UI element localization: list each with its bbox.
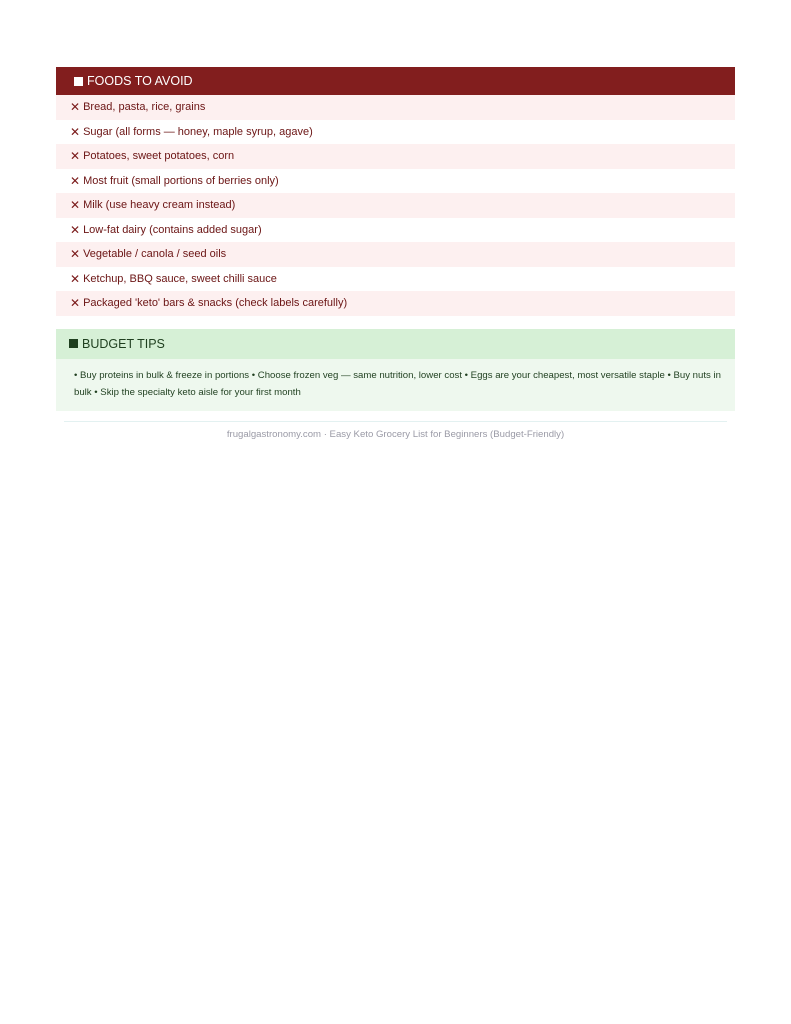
avoid-list-item [56, 267, 735, 292]
avoid-list-item [56, 218, 735, 243]
cross-icon: ✕ [70, 198, 81, 213]
cross-icon: ✕ [70, 271, 81, 286]
avoid-item-label: Most fruit (small portions of berries only) [83, 174, 279, 187]
square-bullet-icon [69, 339, 78, 348]
avoid-item-label: Packaged 'keto' bars & snacks (check labels carefully) [83, 297, 348, 310]
avoid-item-label: Bread, pasta, rice, grains [83, 101, 206, 114]
avoid-list-item [56, 95, 735, 120]
avoid-list-item [56, 193, 735, 218]
avoid-list-item [56, 120, 735, 145]
budget-tips-header [56, 329, 735, 359]
cross-icon: ✕ [70, 100, 81, 115]
cross-icon: ✕ [70, 222, 81, 237]
avoid-list-item [56, 169, 735, 194]
budget-tips-section [56, 329, 735, 411]
avoid-item-label: Milk (use heavy cream instead) [83, 199, 236, 212]
cross-icon: ✕ [70, 247, 81, 262]
avoid-item-label: Potatoes, sweet potatoes, corn [83, 150, 235, 163]
avoid-item-label: Ketchup, BBQ sauce, sweet chilli sauce [83, 272, 277, 285]
budget-tips-title: BUDGET TIPS [82, 336, 165, 351]
cross-icon: ✕ [70, 149, 81, 164]
cross-icon: ✕ [70, 124, 81, 139]
avoid-item-label: Sugar (all forms — honey, maple syrup, agave) [83, 125, 313, 138]
footer-divider [64, 421, 727, 422]
avoid-item-label: Low-fat dairy (contains added sugar) [83, 223, 262, 236]
foods-to-avoid-list [56, 95, 735, 316]
avoid-list-item [56, 242, 735, 267]
content-column [56, 67, 735, 411]
foods-to-avoid-section [56, 67, 735, 316]
foods-to-avoid-header [56, 67, 735, 95]
avoid-item-label: Vegetable / canola / seed oils [83, 248, 227, 261]
avoid-list-item [56, 144, 735, 169]
cross-icon: ✕ [70, 173, 81, 188]
avoid-list-item [56, 291, 735, 316]
budget-tips-body: • Buy proteins in bulk & freeze in portions • Choose frozen veg — same nutrition, lower cost • Eggs are your cheapest, most versatile staple • Buy nuts in bulk • Skip the specialty keto aisle for your first month [74, 369, 721, 398]
page-footer: frugalgastronomy.com · Easy Keto Grocery List for Beginners (Budget-Friendly) [226, 429, 565, 440]
square-bullet-icon [74, 77, 83, 86]
cross-icon: ✕ [70, 296, 81, 311]
foods-to-avoid-title: FOODS TO AVOID [87, 74, 193, 88]
